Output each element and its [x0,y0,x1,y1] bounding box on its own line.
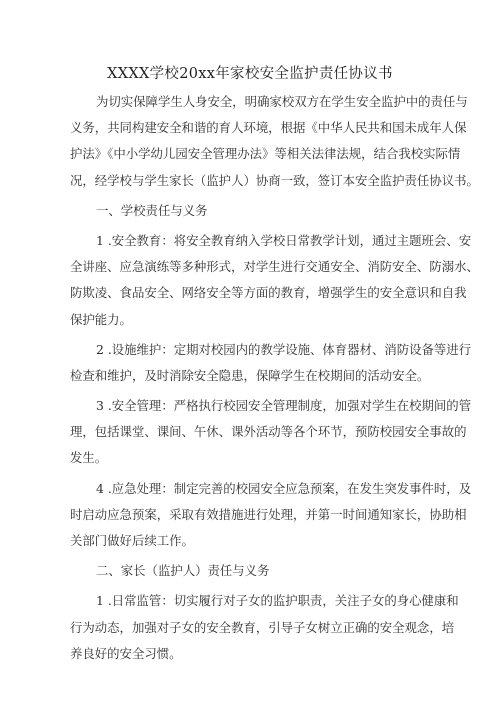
item-line: 1 .日常监管：切实履行对子女的监护职责，关注子女的身心健康和 [96,593,459,609]
item-line: 关部门做好后续工作。 [70,533,194,548]
school-item-1 [70,228,479,333]
item-line: 2 .设施维护：定期对校园内的教学设施、体育器材、消防设备等进行 [96,341,472,357]
intro-line: 为切实保障学生人身安全，明确家校双方在学生安全监护中的责任与 [96,94,468,109]
item-line: 时启动应急预案，采取有效措施进行处理，并第一时间通知家长，协助相 [70,506,467,522]
intro-line: 义务，共同构建安全和谐的育人环境，根据《中华人民共和国未成年人保 [70,120,467,136]
section-heading: 二、家长（监护人）责任与义务 [96,563,270,579]
item-line: 理，包括课堂、课间、午休、课外活动等各个环节，预防校园安全事故的 [70,424,467,440]
intro-line: 况，经学校与学生家长（监护人）协商一致，签订本安全监护责任协议书。 [70,172,479,188]
item-line: 行为动态，加强对子女的安全教育，引导子女树立正确的安全观念，培 [70,619,455,635]
section-heading: 一、学校责任与义务 [96,202,208,218]
item-line: 1 .安全教育：将安全教育纳入学校日常教学计划，通过主题班会、安 [96,232,472,248]
parent-item-1 [70,588,459,667]
document-title: XXXX学校20xx年家校安全监护责任协议书 [107,66,393,82]
item-line: 防欺凌、食品安全、网络安全等方面的教育，增强学生的安全意识和自我 [70,285,467,301]
section-heading-parent [70,558,434,584]
item-line: 保护能力。 [70,311,132,327]
section-heading-school [70,198,434,224]
item-line: 4 .应急处理：制定完善的校园安全应急预案，在发生突发事件时，及 [96,480,472,496]
school-item-3 [70,393,472,472]
intro-line: 护法》《中小学幼儿园安全管理办法》等相关法律法规，结合我校实际情 [70,146,461,162]
item-line: 发生。 [70,450,108,466]
item-line: 3 .安全管理：严格执行校园安全管理制度，加强对学生在校期间的管 [96,398,472,414]
item-line: 全讲座、应急演练等多种形式，对学生进行交通安全、消防安全、防溺水、 [70,259,479,275]
item-line: 检查和维护，及时消除安全隐患，保障学生在校期间的活动安全。 [70,367,430,383]
school-item-2 [70,337,472,389]
intro-paragraph [70,89,479,194]
document-body [70,89,479,671]
school-item-4 [70,476,472,555]
item-line: 养良好的安全习惯。 [70,645,182,661]
